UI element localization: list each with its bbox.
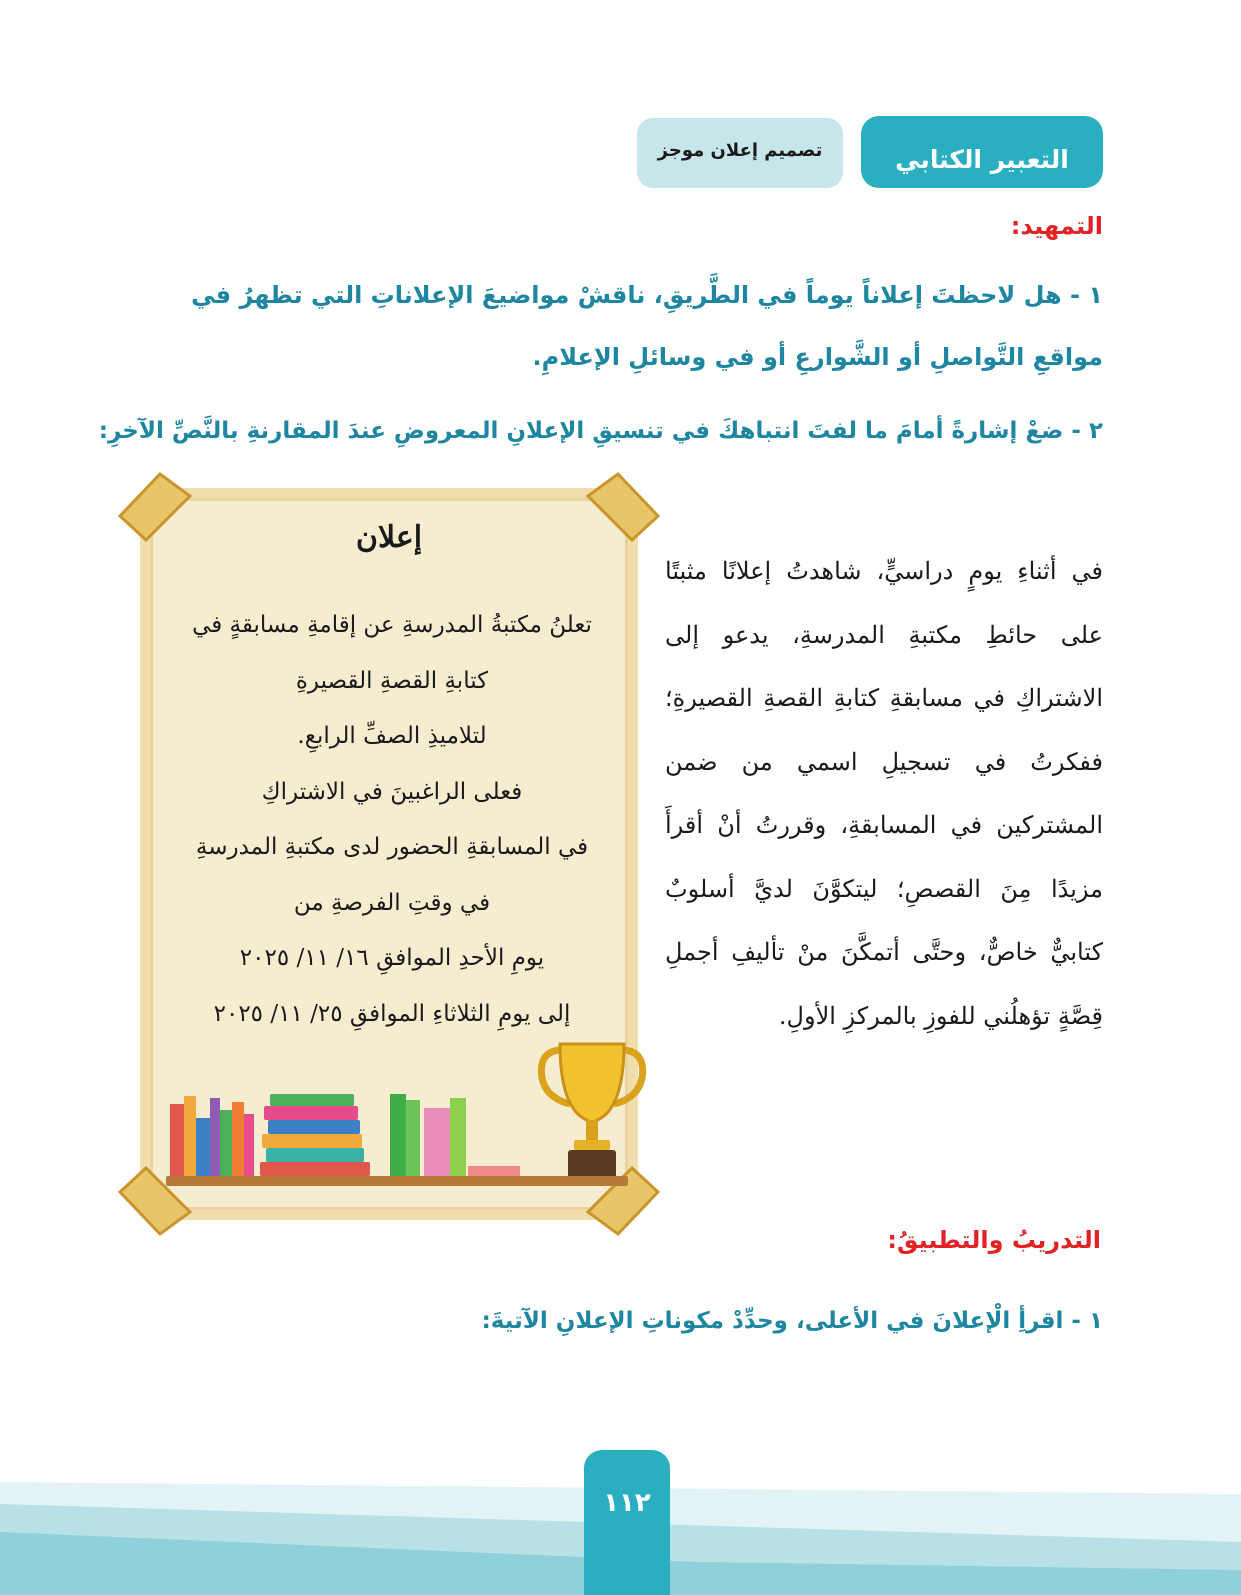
poster-line: تعلنُ مكتبةُ المدرسةِ عن إقامةِ مسابقةٍ في <box>192 612 592 638</box>
poster-body <box>162 598 622 1042</box>
poster-line: لتلاميذِ الصفِّ الرابعِ. <box>297 723 487 749</box>
intro-heading: التمهيد: <box>1010 212 1103 240</box>
poster-line: في وقتِ الفرصةِ من <box>293 889 491 916</box>
intro-question-2: ٢ - ضعْ إشارةً أمامَ ما لفتَ انتباهكَ في تنسيقِ الإعلانِ المعروضِ عندَ المقارنةِ بالنَّصِّ الآخرِ: <box>98 418 1103 444</box>
poster-line: فعلى الراغبينَ في الاشتراكِ <box>261 778 523 805</box>
story-paragraph: في أثناءِ يومٍ دراسيٍّ، شاهدتُ إعلانًا مثبتًا على حائطِ مكتبةِ المدرسةِ، يدعو إلى الاشتراكِ في مسابقةِ كتابةِ القصةِ القصيرةِ؛ ففكرتُ في تسجيلِ اسمي من ضمن المشتركين في المسابقةِ، وقررتُ أنْ أقرأَ مزيدًا مِنَ القصصِ؛ ليتكوَّنَ لديَّ أسلوبٌ كتابيٌّ خاصٌّ، وحتَّى أتمكَّنَ منْ تأليفِ أجملِ قِصَّةٍ تؤهلُني للفوزِ بالمركزِ الأولِ. <box>665 557 1103 1030</box>
poster-line: يومِ الأحدِ الموافقِ ١٦/ ١١/ ٢٠٢٥ <box>239 945 545 971</box>
section-tab: التعبير الكتابي <box>861 116 1103 188</box>
practice-heading: التدريبُ والتطبيقُ: <box>887 1226 1101 1254</box>
poster-line: إلى يومِ الثلاثاءِ الموافقِ ٢٥/ ١١/ ٢٠٢٥ <box>213 1000 571 1027</box>
poster-line: كتابةِ القصةِ القصيرةِ <box>295 667 489 694</box>
practice-question-1: ١ - اقرأِ الْإعلانَ في الأعلى، وحدِّدْ مكوناتِ الإعلانِ الآتيةَ: <box>481 1308 1103 1334</box>
page-number: ١١٢ <box>584 1450 670 1595</box>
poster-line: في المسابقةِ الحضور لدى مكتبةِ المدرسةِ <box>195 834 589 860</box>
poster-title: إعلان <box>355 520 423 555</box>
bookshelf-icon <box>166 1094 628 1186</box>
announcement-poster <box>112 468 666 1240</box>
trophy-icon <box>541 1044 642 1178</box>
intro-question-1: ١ - هل لاحظتَ إعلاناً يوماً في الطَّريقِ، ناقشْ مواضيعَ الإعلاناتِ التي تظهرُ في مواقعِ التَّواصلِ أو الشَّوارعِ أو في وسائلِ الإعلامِ. <box>191 281 1103 371</box>
topic-tab: تصميم إعلان موجز <box>637 118 843 188</box>
